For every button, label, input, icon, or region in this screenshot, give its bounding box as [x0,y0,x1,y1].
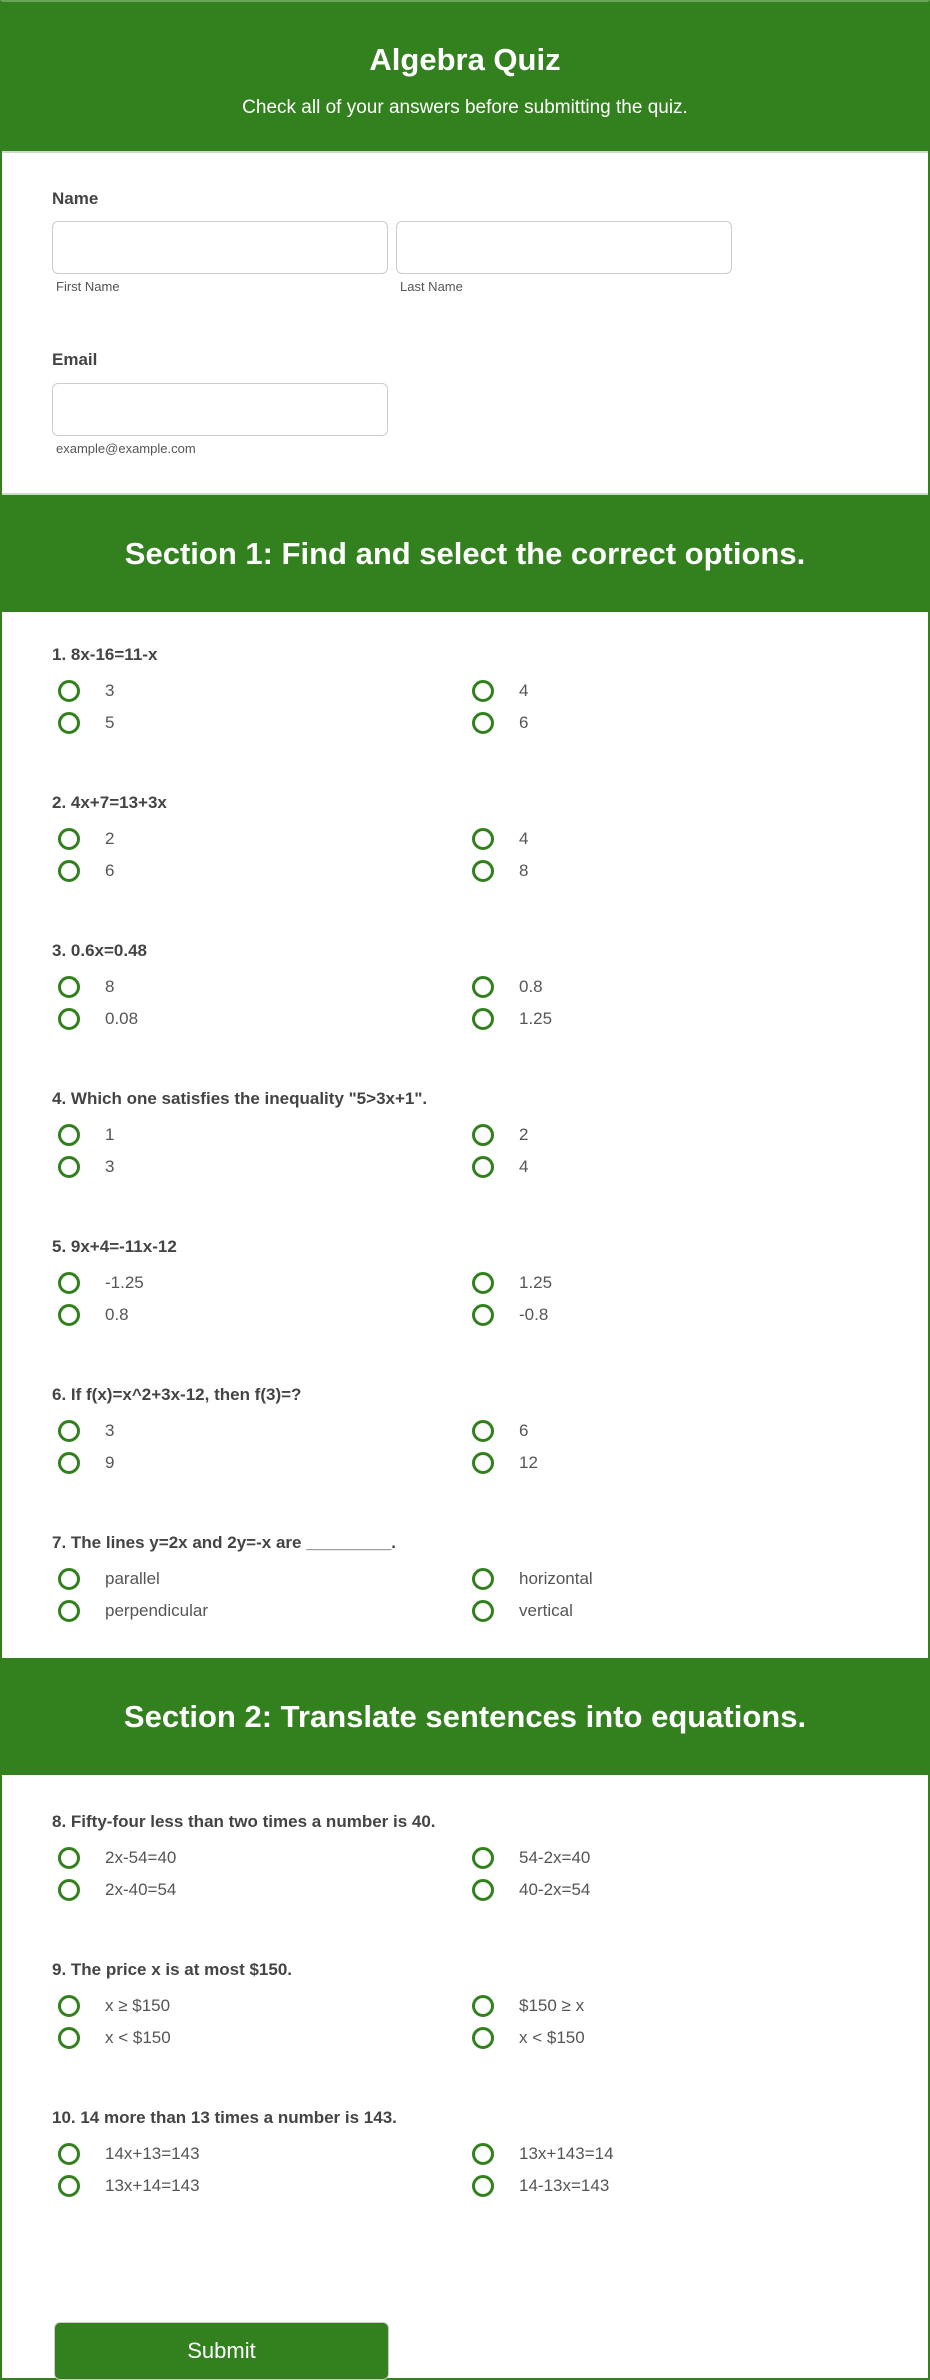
options-grid [52,1990,878,2054]
option-label: -1.25 [105,1273,144,1292]
option-label: 9 [105,1453,115,1472]
option-label: 8 [519,861,529,880]
radio-option[interactable] [466,707,880,739]
radio-circle-icon[interactable] [58,1847,80,1869]
question-text: 7. The lines y=2x and 2y=-x are _________. [52,1533,397,1552]
radio-option[interactable] [466,971,880,1003]
question-text: 4. Which one satisfies the inequality "5>3x+1". [52,1089,428,1108]
radio-circle-icon[interactable] [58,1452,80,1474]
radio-circle-icon[interactable] [58,1600,80,1622]
radio-option[interactable] [466,1990,880,2022]
radio-circle-icon[interactable] [472,1420,494,1442]
radio-circle-icon[interactable] [58,1995,80,2017]
radio-circle-icon[interactable] [472,1879,494,1901]
radio-option[interactable] [466,1267,880,1299]
question [52,940,878,1035]
options-grid [52,971,878,1035]
options-grid [52,823,878,887]
form-title: Algebra Quiz [369,42,561,77]
radio-option[interactable] [466,2138,880,2170]
radio-option[interactable] [466,1842,880,1874]
options-grid [52,2138,878,2202]
section-header: Section 1: Find and select the correct options. [2,495,928,612]
radio-circle-icon[interactable] [472,1452,494,1474]
radio-circle-icon[interactable] [472,712,494,734]
radio-option[interactable] [52,1151,466,1183]
question [52,1959,878,2054]
radio-circle-icon[interactable] [472,2175,494,2197]
radio-option[interactable] [52,2022,466,2054]
radio-option[interactable] [52,675,466,707]
radio-circle-icon[interactable] [58,828,80,850]
radio-circle-icon[interactable] [472,976,494,998]
radio-circle-icon[interactable] [472,1568,494,1590]
radio-circle-icon[interactable] [58,1304,80,1326]
contact-section [2,153,928,495]
radio-option[interactable] [466,823,880,855]
radio-option[interactable] [52,2138,466,2170]
radio-option[interactable] [466,1119,880,1151]
section-header: Section 2: Translate sentences into equations. [2,1658,928,1775]
radio-option[interactable] [52,707,466,739]
option-label: 2x-40=54 [105,1880,177,1899]
option-label: 0.08 [105,1009,139,1028]
radio-option[interactable] [466,1874,880,1906]
radio-option[interactable] [52,855,466,887]
option-label: x < $150 [519,2028,585,2047]
radio-option[interactable] [466,2170,880,2202]
options-grid [52,1563,878,1627]
option-label: perpendicular [105,1601,209,1620]
radio-circle-icon[interactable] [472,2027,494,2049]
option-label: 4 [519,681,529,700]
radio-option[interactable] [52,971,466,1003]
question-text: 8. Fifty-four less than two times a number is 40. [52,1812,436,1831]
options-grid [52,1119,878,1183]
option-label: 4 [519,829,529,848]
radio-option[interactable] [466,1563,880,1595]
option-label: 6 [519,1421,529,1440]
radio-circle-icon[interactable] [58,712,80,734]
radio-option[interactable] [52,823,466,855]
option-label: 4 [519,1157,529,1176]
radio-circle-icon[interactable] [58,2027,80,2049]
question-text: 2. 4x+7=13+3x [52,793,167,812]
option-label: 12 [519,1453,538,1472]
question [52,1811,878,1906]
radio-circle-icon[interactable] [472,1156,494,1178]
radio-option[interactable] [52,1299,466,1331]
option-label: 2x-54=40 [105,1848,177,1867]
option-label: x ≥ $150 [105,1996,171,2015]
section-body [2,612,928,1658]
radio-circle-icon[interactable] [472,1008,494,1030]
radio-option[interactable] [52,1003,466,1035]
option-label: 1.25 [519,1009,553,1028]
question [52,1384,878,1479]
email-input[interactable] [52,383,388,436]
option-label: horizontal [519,1569,593,1588]
radio-circle-icon[interactable] [58,680,80,702]
radio-circle-icon[interactable] [58,1008,80,1030]
submit-button[interactable]: Submit [54,2322,389,2380]
radio-option[interactable] [52,1842,466,1874]
radio-circle-icon[interactable] [58,860,80,882]
radio-option[interactable] [466,1299,880,1331]
radio-circle-icon[interactable] [472,1847,494,1869]
email-label: Email [52,350,98,369]
radio-circle-icon[interactable] [58,1879,80,1901]
radio-circle-icon[interactable] [58,1272,80,1294]
radio-circle-icon[interactable] [58,1124,80,1146]
question-text: 10. 14 more than 13 times a number is 143. [52,2108,397,2127]
radio-circle-icon[interactable] [472,1995,494,2017]
option-label: 14-13x=143 [519,2176,610,2195]
option-label: 13x+14=143 [105,2176,200,2195]
question [52,644,878,739]
option-label: 0.8 [105,1305,129,1324]
option-label: x < $150 [105,2028,171,2047]
options-grid [52,1415,878,1479]
radio-circle-icon[interactable] [472,828,494,850]
option-label: 2 [105,829,115,848]
option-label: 6 [105,861,115,880]
options-grid [52,1842,878,1906]
first-name-input[interactable] [52,221,388,274]
option-label: 54-2x=40 [519,1848,591,1867]
radio-option[interactable] [466,855,880,887]
radio-option[interactable] [52,1595,466,1627]
question-text: 6. If f(x)=x^2+3x-12, then f(3)=? [52,1385,302,1404]
option-label: -0.8 [519,1305,549,1324]
option-label: 3 [105,681,115,700]
radio-option[interactable] [466,675,880,707]
radio-circle-icon[interactable] [58,2175,80,2197]
option-label: 3 [105,1421,115,1440]
radio-circle-icon[interactable] [472,1124,494,1146]
radio-option[interactable] [52,1874,466,1906]
first-name-sublabel: First Name [56,279,120,294]
question [52,1532,878,1627]
radio-option[interactable] [52,1563,466,1595]
option-label: 2 [519,1125,529,1144]
radio-circle-icon[interactable] [58,1420,80,1442]
question-text: 1. 8x-16=11-x [52,645,158,664]
email-sublabel: example@example.com [56,441,196,456]
radio-option[interactable] [52,1267,466,1299]
radio-circle-icon[interactable] [472,1600,494,1622]
question [52,792,878,887]
radio-option[interactable] [466,1151,880,1183]
radio-option[interactable] [52,1447,466,1479]
radio-option[interactable] [52,1415,466,1447]
radio-circle-icon[interactable] [58,976,80,998]
question-text: 3. 0.6x=0.48 [52,941,148,960]
radio-option[interactable] [466,1595,880,1627]
option-label: 13x+143=14 [519,2144,614,2163]
option-label: vertical [519,1601,573,1620]
question [52,1088,878,1183]
radio-option[interactable] [466,1447,880,1479]
option-label: 8 [105,977,115,996]
question-text: 9. The price x is at most $150. [52,1960,293,1979]
section-body [2,1775,928,2380]
radio-option[interactable] [52,1119,466,1151]
form-header [2,2,928,153]
option-label: 14x+13=143 [105,2144,200,2163]
question-text: 5. 9x+4=-11x-12 [52,1237,177,1256]
options-grid [52,1267,878,1331]
radio-circle-icon[interactable] [472,1272,494,1294]
option-label: 0.8 [519,977,543,996]
option-label: 6 [519,713,529,732]
question [52,1236,878,1331]
option-label: 1.25 [519,1273,553,1292]
last-name-input[interactable] [396,221,732,274]
radio-circle-icon[interactable] [472,680,494,702]
name-label: Name [52,189,99,208]
radio-option[interactable] [466,2022,880,2054]
last-name-sublabel: Last Name [400,279,463,294]
options-grid [52,675,878,739]
form-subtitle: Check all of your answers before submitting the quiz. [242,97,688,118]
radio-circle-icon[interactable] [472,860,494,882]
radio-circle-icon[interactable] [58,1568,80,1590]
radio-circle-icon[interactable] [472,2143,494,2165]
radio-circle-icon[interactable] [58,2143,80,2165]
option-label: 1 [105,1125,115,1144]
option-label: 5 [105,713,115,732]
radio-circle-icon[interactable] [472,1304,494,1326]
radio-option[interactable] [466,1415,880,1447]
option-label: parallel [105,1569,160,1588]
question [52,2107,878,2202]
option-label: 3 [105,1157,115,1176]
option-label: $150 ≥ x [519,1996,585,2015]
radio-option[interactable] [466,1003,880,1035]
radio-option[interactable] [52,1990,466,2022]
radio-option[interactable] [52,2170,466,2202]
radio-circle-icon[interactable] [58,1156,80,1178]
option-label: 40-2x=54 [519,1880,591,1899]
